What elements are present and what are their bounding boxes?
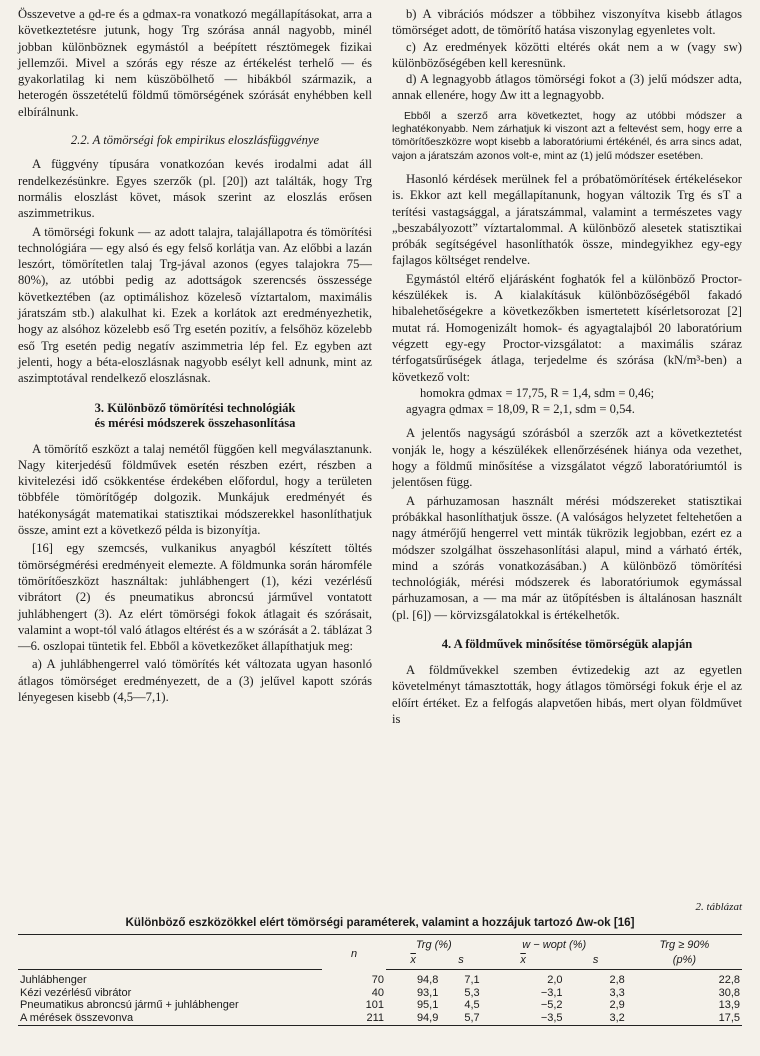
cell-prob: 13,9 bbox=[718, 999, 740, 1012]
table-title: Különböző eszközökkel elért tömörségi paraméterek, valamint a hozzájuk tartozó Δw-ok [16] bbox=[125, 916, 635, 929]
table-2 bbox=[18, 900, 742, 1026]
section-heading-line: és mérési módszerek összehasonlítása bbox=[94, 415, 296, 430]
paragraph: A jelentős nagyságú szórásból a szerzők azt a következtetést vonják le, hogy a készülékek ellenőrzésének hiánya oda vezethet, hogy a földmű minősítése a vizsgálatot végző laboratóriumtól is jelentősen függ. bbox=[392, 426, 742, 490]
cell-w-mean: −3,1 bbox=[540, 986, 563, 999]
header-n: n bbox=[322, 935, 386, 970]
cell-method: Pneumatikus abroncsú jármű + juhlábhenger bbox=[20, 999, 239, 1012]
table-row bbox=[18, 999, 742, 1012]
small-print-note bbox=[392, 110, 742, 163]
cell-trg-s: 5,7 bbox=[440, 1012, 481, 1025]
paragraph: A függvény típusára vonatkozóan kevés irodalmi adat áll rendelkezésünkre. Egyes szerzők (pl. [20]) azt találták, hogy Trg normális eloszlást követ, mások szerint az eloszlás erősen aszimmetrikus. bbox=[18, 157, 372, 221]
left-column bbox=[18, 6, 372, 705]
formula-sand bbox=[392, 385, 742, 401]
paragraph: A földművekkel szemben évtizedekig azt az egyetlen követelményt támasztották, hogy átlagos tömörségi fokuk érje el az előírt értéket. Ez a felfogás alapvetően hibás, mert olyan földművet is bbox=[392, 662, 742, 726]
header-prob: Trg ≥ 90% bbox=[627, 935, 742, 953]
cell-w-s: 2,9 bbox=[609, 999, 625, 1012]
header-trg: Trg (%) bbox=[386, 935, 482, 953]
table-number: 2. táblázat bbox=[695, 901, 742, 913]
paragraph: A párhuzamosan használt mérési módszereket statisztikai próbákkal hasonlíthatjuk össze. (A valóságos helyzetet feltehetően a nagy átmérőjű hengerrel vett minták tükrözik legjobban, ezért ez a módszer szolgálhat összehasonlítási alapul, mind a várható érték, mind a szórás vonatkozásában.) A különböző tömörítési technológiák, mérési módszerek és laboratóriumok egymással párhuzamosan, a — ma már az ütőpítésben is általánosan használt (pl. [6]) — körvizsgálatokkal is értékelhetők. bbox=[392, 493, 742, 622]
header-empty bbox=[18, 935, 322, 953]
formula-text: homokra ϱdmax = 17,75, R = 1,4, sdm = 0,46; bbox=[420, 385, 655, 400]
header-w: w − wopt (%) bbox=[482, 935, 627, 953]
cell-prob: 22,8 bbox=[718, 974, 740, 987]
header-xbar: $\overline{x}$ bbox=[482, 953, 565, 970]
paragraph: b) A vibrációs módszer a többihez viszonyítva kisebb átlagos tömörséget adott, de tömörítő hatása viszonylag egyenletes volt. bbox=[392, 7, 742, 38]
right-column bbox=[392, 6, 742, 727]
subsection-heading: 2.2. A tömörségi fok empirikus eloszlásfüggvénye bbox=[70, 133, 320, 148]
note-text: Ebből a szerző arra következtet, hogy az utóbbi módszer a leghatékonyabb. Nem zárhatjuk ki viszont azt a feltevést sem, hogy erre a tömörítőeszközre wopt kisebb a laboratóriumi értékénél, és arra sincs adat, vajon a járatszám azonos volt-e, mint az (1) jelű módszer esetében. bbox=[392, 110, 742, 162]
cell-n: 40 bbox=[371, 986, 384, 999]
cell-trg-mean: 95,1 bbox=[416, 999, 439, 1012]
cell-prob: 30,8 bbox=[718, 986, 740, 999]
table-row bbox=[18, 1012, 742, 1025]
paragraph: c) Az eredmények közötti eltérés okát nem a w (vagy sw) különbözőségében kell keresnünk. bbox=[392, 39, 742, 70]
paragraph: Hasonló kérdések merülnek fel a próbatömörítések értékelésekor is. Ekkor azt kell megállapítanunk, hogyan változik Trg és sT a terítési vastagsággal, a járatszámmal, valamint a természetes vagy „beszabályozott” víztartalommal. A különböző alesetek statisztikai próbák segítségével hasonlíthatók össze, mindegyikhez egy-egy fajlagos költséget rendelve. bbox=[392, 171, 742, 268]
cell-n: 101 bbox=[365, 999, 384, 1012]
paragraph: a) A juhlábhengerrel való tömörítés két változata ugyan hasonló átlagos tömörséget eredményezett, de a (3) jelűvel kapott szórás lényegesen kisebb (4,5—7,1). bbox=[18, 657, 372, 704]
parameters-table bbox=[18, 934, 742, 1026]
cell-trg-s: 5,3 bbox=[464, 986, 480, 999]
cell-prob: 17,5 bbox=[627, 1012, 742, 1025]
cell-w-mean: −3,5 bbox=[482, 1012, 565, 1025]
section-heading bbox=[18, 401, 372, 431]
table-row bbox=[18, 987, 742, 1000]
paragraph: Összevetve a ϱd-re és a ϱdmax-ra vonatkozó megállapításokat, arra a következtetésre jutunk, hogy Trg szórása annál nagyobb, minél jobban különböznek egymástól a beépített résztömegek fizikai jellemzői. Mivel a szórás egy része az értékelést terhelő — és gyakorlatilag ki nem küszöbölhető — hibákból származik, a heterogén összetételű földmű tömörségének szórását enyhébben kell elbírálnunk. bbox=[18, 7, 372, 119]
cell-trg-s: 7,1 bbox=[464, 974, 480, 987]
paragraph: Egymástól eltérő eljárásként foghatók fel a különböző Proctor-készülékek is. A kialakításuk különbözőségéből fakadó hibalehetőségekre a következőkben ismertetett kísérletsorozat [2] mutat rá. Homogenizált homok- és agyagtalajból 20 laboratórium végzett egy-egy Proctor-vizsgálatot: a maximális száraz térfogatsűrűségek átlaga, terjedelme és szórása (kN/m³-ben) a következő volt: bbox=[392, 271, 742, 384]
cell-method: Kézi vezérlésű vibrátor bbox=[20, 986, 132, 999]
header-s: s bbox=[565, 953, 627, 970]
cell-w-s: 2,8 bbox=[609, 974, 625, 987]
paragraph: A tömörségi fokunk — az adott talajra, talajállapotra és tömörítési technológiára — egy alsó és egy felső korlátja van. Az előbbi a lazán leszórt, tömörítetlen talaj Trg-jával azonos (egyes talajokra 75—80%), az utóbbi pedig az adottságok szerencsés összessége következtében (az optimálishoz közelesõ víztartalom, maximális járatszám stb.) alakulhat ki. Ezek a korlátok azt eredményezhetik, hogy az alsóhoz közelebb eső Trg esetén pozitív, a felsőhöz közelebb eső Trg esetén pedig negatív aszimmetria lép fel. Ez egyben azt jelenti, hogy a béta-eloszlásnak nagyobb esélyt kell adnunk, mint az aszimptotával rendelkező eloszlásnak. bbox=[18, 224, 372, 386]
cell-w-mean: 2,0 bbox=[547, 974, 563, 987]
section-heading-line: 3. Különböző tömörítési technológiák bbox=[94, 400, 296, 415]
header-s: s bbox=[440, 953, 481, 970]
paragraph: d) A legnagyobb átlagos tömörségi fokot a (3) jelű módszer adta, annak ellenére, hogy Δw itt a legnagyobb. bbox=[392, 72, 742, 103]
header-prob-sub: (p%) bbox=[627, 953, 742, 970]
header-empty bbox=[18, 953, 322, 970]
cell-w-mean: −5,2 bbox=[540, 999, 563, 1012]
formula-clay bbox=[392, 401, 742, 417]
cell-trg-mean: 94,8 bbox=[416, 974, 439, 987]
cell-method: A mérések összevonva bbox=[18, 1012, 322, 1025]
cell-w-s: 3,2 bbox=[565, 1012, 627, 1025]
cell-n: 211 bbox=[322, 1012, 386, 1025]
section-heading: 4. A földművek minősítése tömörségük alapján bbox=[441, 636, 693, 651]
cell-w-s: 3,3 bbox=[609, 986, 625, 999]
cell-trg-mean: 93,1 bbox=[416, 986, 439, 999]
cell-trg-mean: 94,9 bbox=[386, 1012, 440, 1025]
cell-method: Juhlábhenger bbox=[20, 974, 87, 987]
paragraph: A tömörítő eszközt a talaj nemétől függően kell megválasztanunk. Nagy kiterjedésű földművek esetén részben ezért, részben a kivitelezési idő csökkentése érdekében előfordul, hogy a területen többféle tömörítőgép dolgozik. Munkájuk eredményét és hatékonyságát matematikai statisztikai módszerekkel hasonlíthatjuk össze, amint ezt a következő példa is bizonyítja. bbox=[18, 441, 372, 538]
cell-trg-s: 4,5 bbox=[464, 999, 480, 1012]
paragraph: [16] egy szemcsés, vulkanikus anyagból készített töltés tömörségmérési eredményeit elemezte. A földmunka során háromféle tömörítőeszközt használtak: juhlábhengert (1), kézi vezérlésű vibrátort (2) és pneumatikus abroncsú járművel vontatott juhlábhengert (3). Az elért tömörségi fokok átlagait és szórásait, valamint a wopt-tól való átlagos eltérést és a w szórását a 2. táblázat 3—6. oszlopai tüntetik fel. Ebből a következőket állapíthatjuk meg: bbox=[18, 541, 372, 654]
table-row bbox=[18, 970, 742, 987]
formula-text: agyagra ϱdmax = 18,09, R = 2,1, sdm = 0,54. bbox=[406, 402, 635, 417]
cell-n: 70 bbox=[371, 973, 384, 986]
header-xbar: $\overline{x}$ bbox=[386, 953, 440, 970]
